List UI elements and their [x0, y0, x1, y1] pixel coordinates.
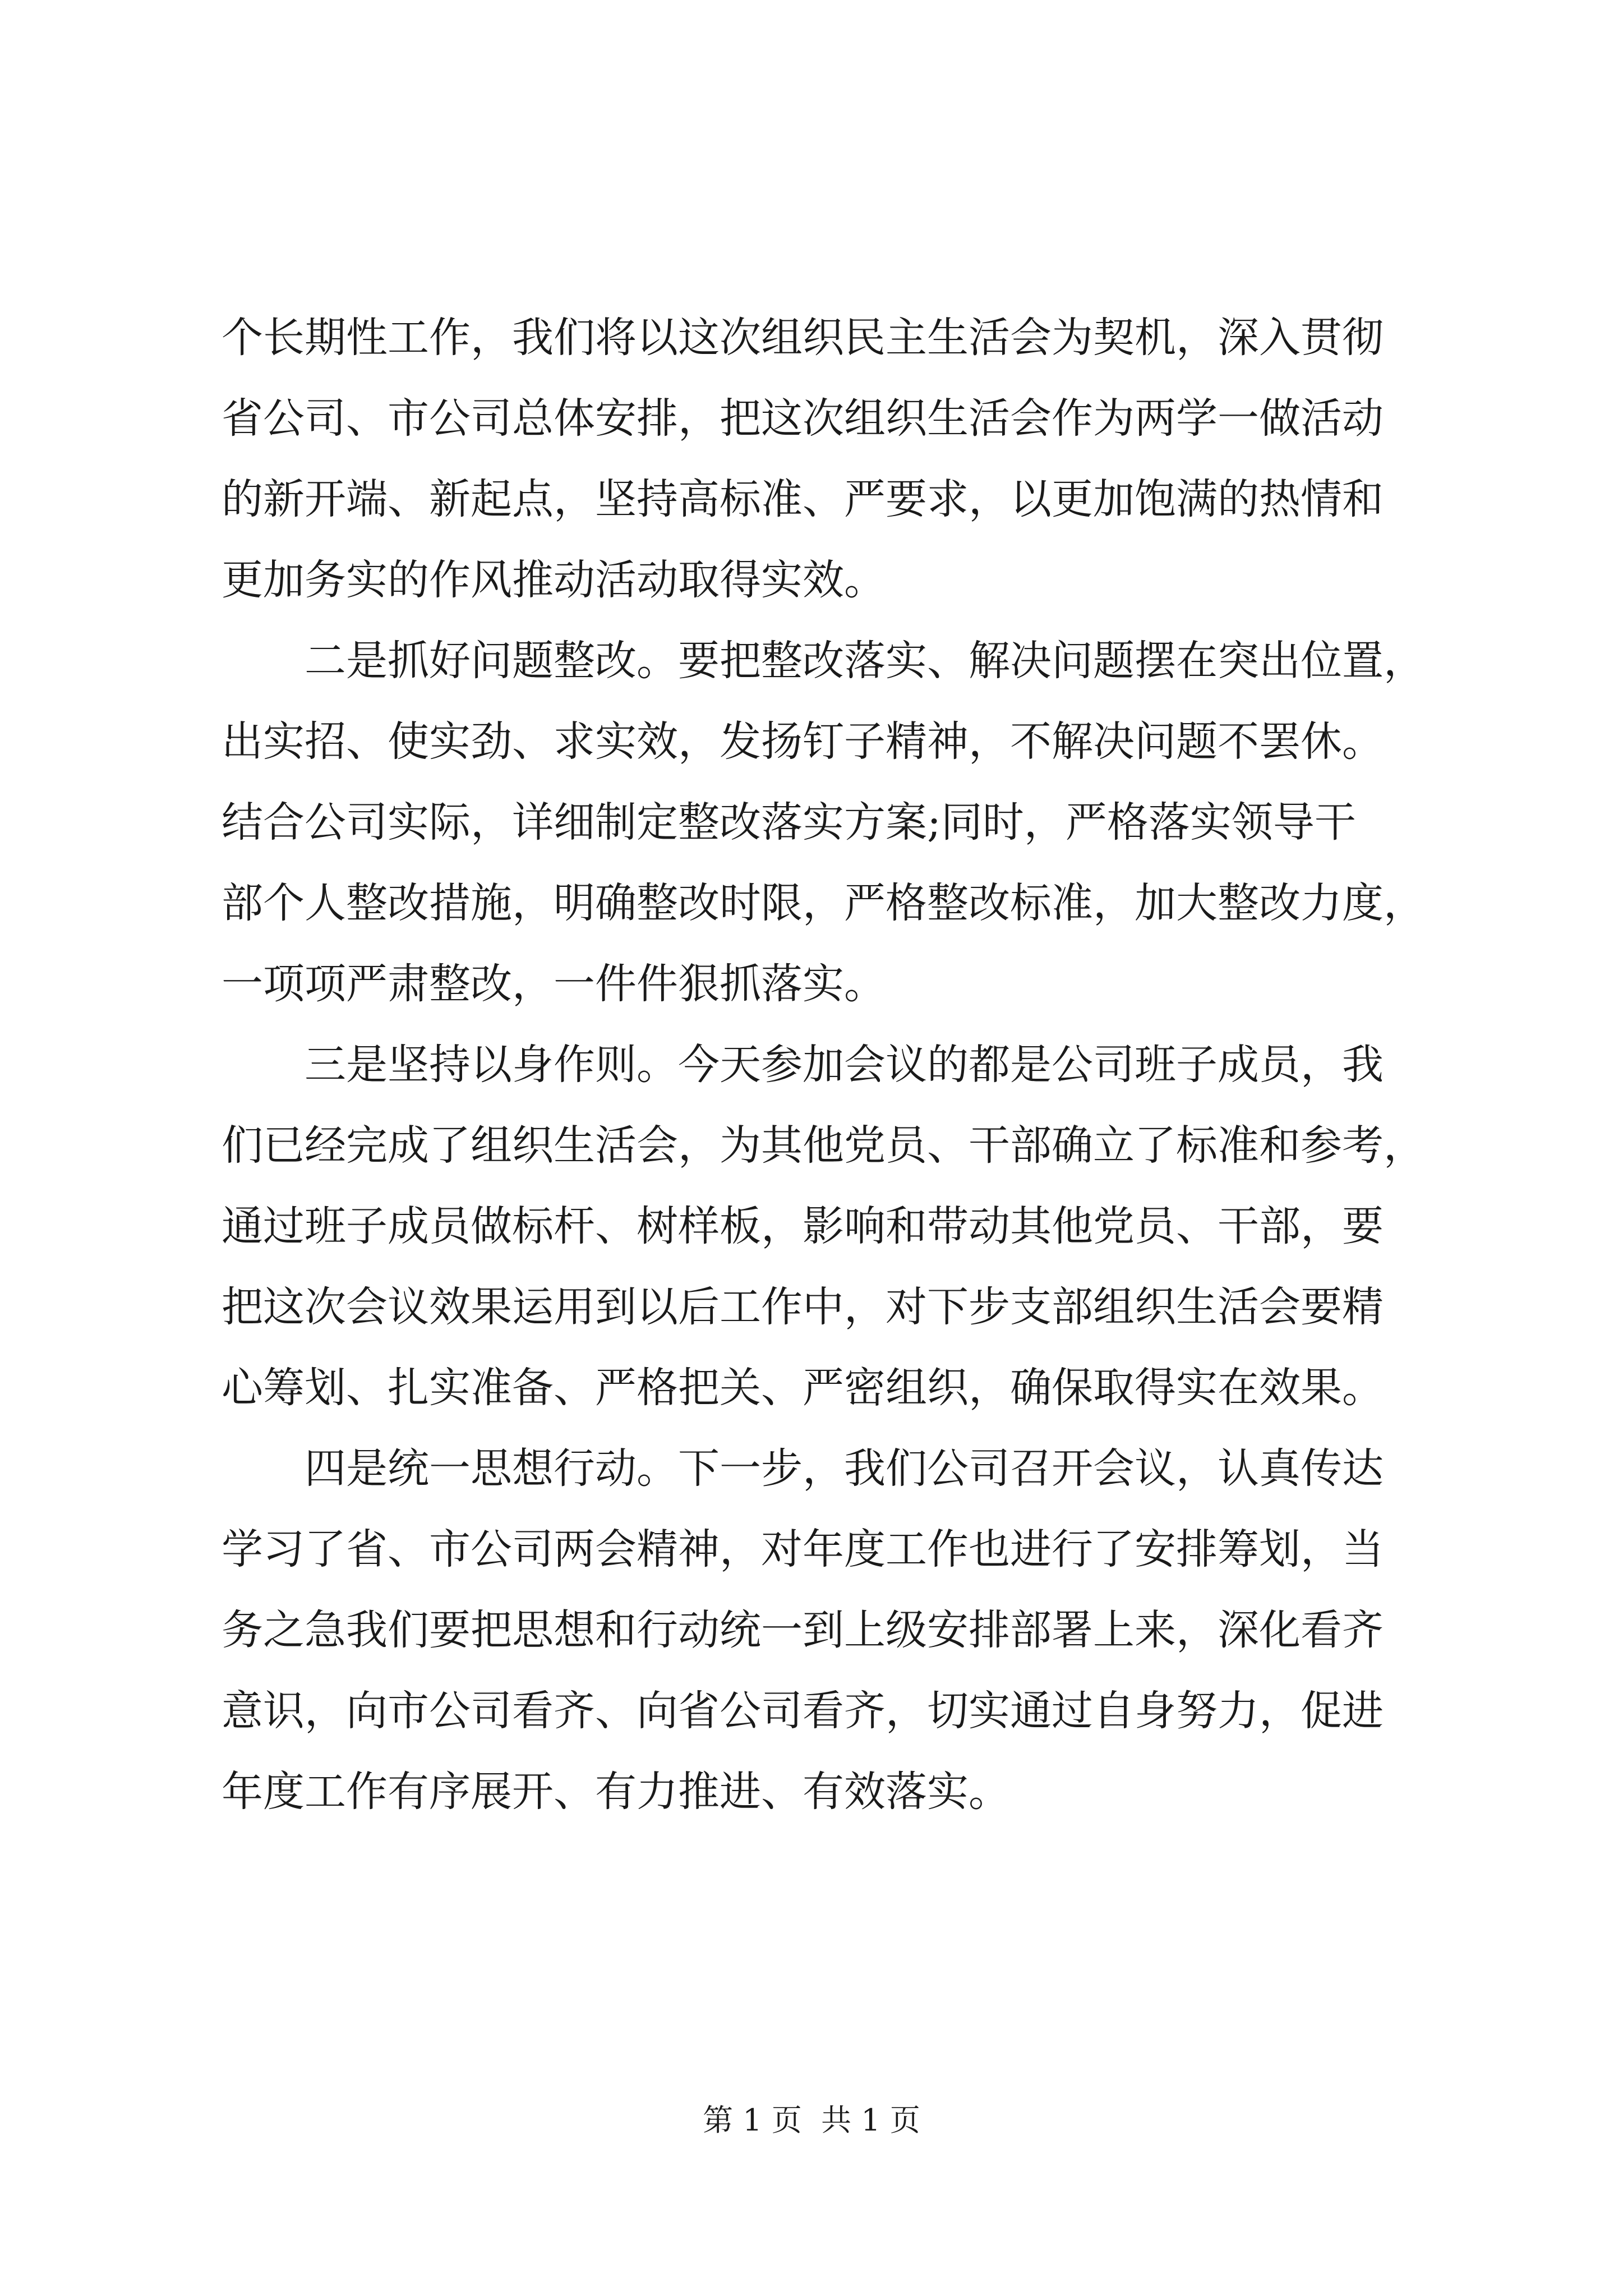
- text-line: 结合公司实际，详细制定整改落实方案;同时，严格落实领导干: [222, 798, 1356, 846]
- text-line: 出实招、使实劲、求实效，发扬钉子精神，不解决问题不罢休。: [222, 717, 1384, 766]
- text-line: 把这次会议效果运用到以后工作中，对下步支部组织生活会要精: [222, 1283, 1384, 1331]
- paragraph-3-first-line: 三是坚持以身作则。今天参加会议的都是公司班子成员，我: [222, 1041, 1384, 1089]
- text-line: 务之急我们要把思想和行动统一到上级安排部署上来，深化看齐: [222, 1606, 1384, 1654]
- text-line: 省公司、市公司总体安排，把这次组织生活会作为两学一做活动: [222, 394, 1384, 443]
- text-line: 心筹划、扎实准备、严格把关、严密组织，确保取得实在效果。: [222, 1364, 1384, 1412]
- page-footer: 第 1 页 共 1 页: [703, 2102, 920, 2138]
- text-line: 学习了省、市公司两会精神，对年度工作也进行了安排筹划，当: [222, 1525, 1384, 1573]
- paragraph-4-first-line: 四是统一思想行动。下一步，我们公司召开会议，认真传达: [222, 1444, 1384, 1493]
- text-line: 们已经完成了组织生活会，为其他党员、干部确立了标准和参考，: [222, 1121, 1425, 1170]
- text-line: 更加务实的作风推动活动取得实效。: [222, 556, 886, 604]
- text-line: 年度工作有序展开、有力推进、有效落实。: [222, 1768, 1010, 1816]
- body-text: [222, 297, 1427, 1832]
- text-line: 部个人整改措施，明确整改时限，严格整改标准，加大整改力度，: [222, 879, 1425, 927]
- text-line: 一项项严肃整改，一件件狠抓落实。: [222, 960, 886, 1008]
- text-line: 的新开端、新起点，坚持高标准、严要求，以更加饱满的热情和: [222, 475, 1384, 523]
- paragraph-2-first-line: 二是抓好问题整改。要把整改落实、解决问题摆在突出位置，: [222, 637, 1425, 685]
- text-line: 通过班子成员做标杆、树样板，影响和带动其他党员、干部，要: [222, 1202, 1384, 1250]
- text-line: 意识，向市公司看齐、向省公司看齐，切实通过自身努力，促进: [222, 1687, 1384, 1735]
- text-line: 个长期性工作，我们将以这次组织民主生活会为契机，深入贯彻: [222, 314, 1384, 362]
